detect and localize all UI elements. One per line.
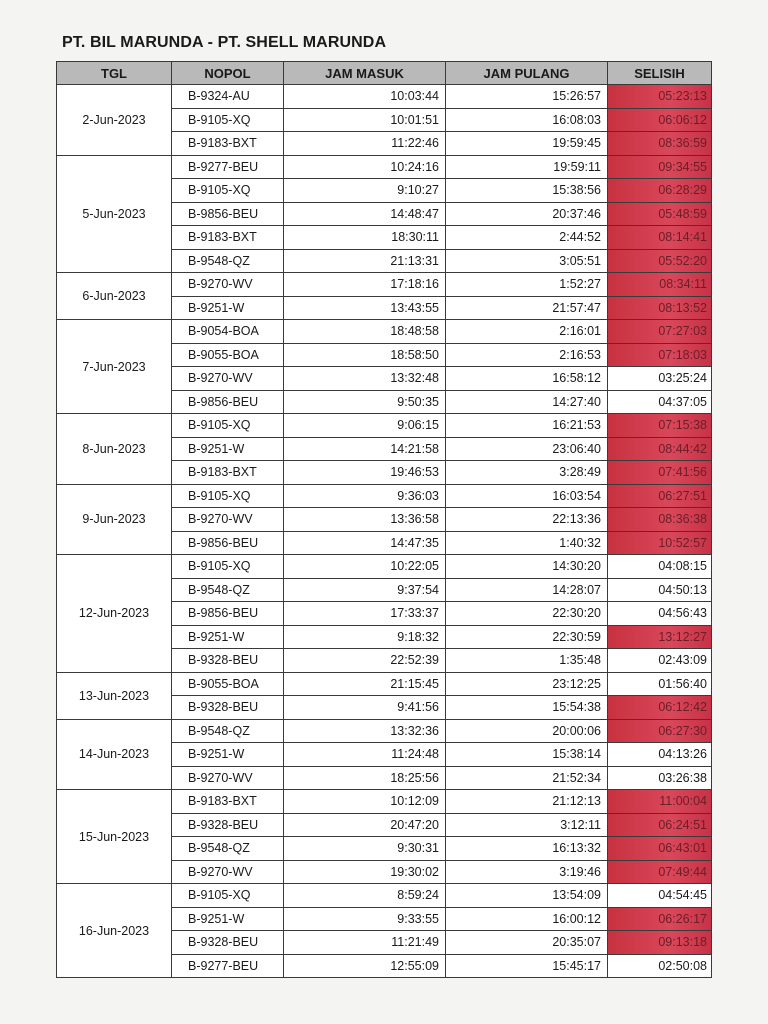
jam-pulang-cell: 22:30:59 — [446, 625, 608, 649]
plate-number-cell: B-9105-XQ — [172, 414, 284, 438]
plate-number-cell: B-9270-WV — [172, 367, 284, 391]
selisih-cell: 06:26:17 — [608, 907, 712, 931]
plate-number-cell: B-9183-BXT — [172, 790, 284, 814]
plate-number-cell: B-9251-W — [172, 625, 284, 649]
plate-number-cell: B-9270-WV — [172, 766, 284, 790]
table-row — [57, 85, 712, 109]
plate-number-cell: B-9328-BEU — [172, 649, 284, 673]
jam-pulang-cell: 15:45:17 — [446, 954, 608, 978]
jam-pulang-cell: 14:30:20 — [446, 555, 608, 579]
jam-pulang-cell: 19:59:45 — [446, 132, 608, 156]
jam-masuk-cell: 11:22:46 — [284, 132, 446, 156]
plate-number-cell: B-9328-BEU — [172, 931, 284, 955]
jam-masuk-cell: 18:58:50 — [284, 343, 446, 367]
selisih-cell: 07:15:38 — [608, 414, 712, 438]
jam-pulang-cell: 23:12:25 — [446, 672, 608, 696]
jam-pulang-cell: 3:05:51 — [446, 249, 608, 273]
selisih-cell: 10:52:57 — [608, 531, 712, 555]
plate-number-cell: B-9251-W — [172, 437, 284, 461]
plate-number-cell: B-9328-BEU — [172, 813, 284, 837]
plate-number-cell: B-9548-QZ — [172, 578, 284, 602]
selisih-cell: 07:27:03 — [608, 320, 712, 344]
selisih-cell: 06:28:29 — [608, 179, 712, 203]
selisih-cell: 08:14:41 — [608, 226, 712, 250]
selisih-cell: 09:13:18 — [608, 931, 712, 955]
jam-pulang-cell: 14:28:07 — [446, 578, 608, 602]
jam-masuk-cell: 10:22:05 — [284, 555, 446, 579]
selisih-cell: 09:34:55 — [608, 155, 712, 179]
selisih-cell: 06:27:30 — [608, 719, 712, 743]
plate-number-cell: B-9270-WV — [172, 860, 284, 884]
plate-number-cell: B-9183-BXT — [172, 461, 284, 485]
selisih-cell: 08:34:11 — [608, 273, 712, 297]
jam-masuk-cell: 9:30:31 — [284, 837, 446, 861]
jam-pulang-cell: 22:13:36 — [446, 508, 608, 532]
selisih-cell: 06:24:51 — [608, 813, 712, 837]
selisih-cell: 07:49:44 — [608, 860, 712, 884]
date-cell: 14-Jun-2023 — [57, 719, 172, 790]
jam-masuk-cell: 9:50:35 — [284, 390, 446, 414]
plate-number-cell: B-9251-W — [172, 296, 284, 320]
jam-masuk-cell: 8:59:24 — [284, 884, 446, 908]
selisih-cell: 05:48:59 — [608, 202, 712, 226]
plate-number-cell: B-9055-BOA — [172, 343, 284, 367]
plate-number-cell: B-9251-W — [172, 907, 284, 931]
jam-pulang-cell: 20:37:46 — [446, 202, 608, 226]
jam-pulang-cell: 2:44:52 — [446, 226, 608, 250]
selisih-cell: 07:41:56 — [608, 461, 712, 485]
table-row — [57, 320, 712, 344]
plate-number-cell: B-9270-WV — [172, 508, 284, 532]
jam-masuk-cell: 18:48:58 — [284, 320, 446, 344]
selisih-cell: 06:27:51 — [608, 484, 712, 508]
jam-pulang-cell: 20:35:07 — [446, 931, 608, 955]
jam-masuk-cell: 19:46:53 — [284, 461, 446, 485]
jam-masuk-cell: 13:32:36 — [284, 719, 446, 743]
jam-pulang-cell: 3:12:11 — [446, 813, 608, 837]
jam-masuk-cell: 18:30:11 — [284, 226, 446, 250]
jam-masuk-cell: 11:21:49 — [284, 931, 446, 955]
jam-pulang-cell: 20:00:06 — [446, 719, 608, 743]
jam-pulang-cell: 3:28:49 — [446, 461, 608, 485]
jam-masuk-cell: 11:24:48 — [284, 743, 446, 767]
jam-pulang-cell: 21:57:47 — [446, 296, 608, 320]
selisih-cell: 08:36:59 — [608, 132, 712, 156]
plate-number-cell: B-9105-XQ — [172, 108, 284, 132]
date-cell: 13-Jun-2023 — [57, 672, 172, 719]
header-jam-pulang: JAM PULANG — [446, 62, 608, 85]
jam-masuk-cell: 21:15:45 — [284, 672, 446, 696]
plate-number-cell: B-9105-XQ — [172, 484, 284, 508]
date-cell: 15-Jun-2023 — [57, 790, 172, 884]
plate-number-cell: B-9055-BOA — [172, 672, 284, 696]
document-title: PT. BIL MARUNDA - PT. SHELL MARUNDA — [62, 34, 387, 51]
jam-pulang-cell: 15:38:14 — [446, 743, 608, 767]
jam-pulang-cell: 22:30:20 — [446, 602, 608, 626]
header-jam-masuk: JAM MASUK — [284, 62, 446, 85]
date-cell: 5-Jun-2023 — [57, 155, 172, 273]
selisih-cell: 06:12:42 — [608, 696, 712, 720]
jam-pulang-cell: 16:08:03 — [446, 108, 608, 132]
plate-number-cell: B-9277-BEU — [172, 954, 284, 978]
date-cell: 12-Jun-2023 — [57, 555, 172, 673]
plate-number-cell: B-9856-BEU — [172, 390, 284, 414]
plate-number-cell: B-9548-QZ — [172, 719, 284, 743]
jam-masuk-cell: 17:18:16 — [284, 273, 446, 297]
selisih-cell: 11:00:04 — [608, 790, 712, 814]
plate-number-cell: B-9105-XQ — [172, 884, 284, 908]
plate-number-cell: B-9251-W — [172, 743, 284, 767]
jam-pulang-cell: 16:13:32 — [446, 837, 608, 861]
jam-masuk-cell: 20:47:20 — [284, 813, 446, 837]
plate-number-cell: B-9054-BOA — [172, 320, 284, 344]
plate-number-cell: B-9856-BEU — [172, 531, 284, 555]
jam-pulang-cell: 15:38:56 — [446, 179, 608, 203]
header-row — [57, 62, 712, 85]
date-cell: 6-Jun-2023 — [57, 273, 172, 320]
selisih-cell: 05:52:20 — [608, 249, 712, 273]
selisih-cell: 04:54:45 — [608, 884, 712, 908]
selisih-cell: 01:56:40 — [608, 672, 712, 696]
date-cell: 8-Jun-2023 — [57, 414, 172, 485]
selisih-cell: 08:13:52 — [608, 296, 712, 320]
jam-masuk-cell: 13:36:58 — [284, 508, 446, 532]
jam-masuk-cell: 9:18:32 — [284, 625, 446, 649]
jam-masuk-cell: 9:06:15 — [284, 414, 446, 438]
selisih-cell: 04:13:26 — [608, 743, 712, 767]
jam-pulang-cell: 2:16:01 — [446, 320, 608, 344]
selisih-cell: 05:23:13 — [608, 85, 712, 109]
jam-masuk-cell: 9:41:56 — [284, 696, 446, 720]
selisih-cell: 04:56:43 — [608, 602, 712, 626]
date-cell: 7-Jun-2023 — [57, 320, 172, 414]
jam-masuk-cell: 10:12:09 — [284, 790, 446, 814]
selisih-cell: 04:08:15 — [608, 555, 712, 579]
jam-pulang-cell: 19:59:11 — [446, 155, 608, 179]
jam-masuk-cell: 10:03:44 — [284, 85, 446, 109]
plate-number-cell: B-9548-QZ — [172, 249, 284, 273]
jam-masuk-cell: 13:43:55 — [284, 296, 446, 320]
jam-pulang-cell: 23:06:40 — [446, 437, 608, 461]
plate-number-cell: B-9328-BEU — [172, 696, 284, 720]
table-row — [57, 790, 712, 814]
selisih-cell: 04:50:13 — [608, 578, 712, 602]
plate-number-cell: B-9105-XQ — [172, 555, 284, 579]
jam-masuk-cell: 13:32:48 — [284, 367, 446, 391]
jam-masuk-cell: 17:33:37 — [284, 602, 446, 626]
plate-number-cell: B-9856-BEU — [172, 202, 284, 226]
jam-pulang-cell: 21:12:13 — [446, 790, 608, 814]
plate-number-cell: B-9277-BEU — [172, 155, 284, 179]
plate-number-cell: B-9270-WV — [172, 273, 284, 297]
date-cell: 16-Jun-2023 — [57, 884, 172, 978]
jam-pulang-cell: 1:52:27 — [446, 273, 608, 297]
table-row — [57, 719, 712, 743]
plate-number-cell: B-9183-BXT — [172, 226, 284, 250]
jam-masuk-cell: 21:13:31 — [284, 249, 446, 273]
jam-masuk-cell: 22:52:39 — [284, 649, 446, 673]
jam-pulang-cell: 1:40:32 — [446, 531, 608, 555]
plate-number-cell: B-9548-QZ — [172, 837, 284, 861]
jam-pulang-cell: 16:58:12 — [446, 367, 608, 391]
plate-number-cell: B-9183-BXT — [172, 132, 284, 156]
jam-pulang-cell: 16:21:53 — [446, 414, 608, 438]
selisih-cell: 02:50:08 — [608, 954, 712, 978]
jam-masuk-cell: 14:21:58 — [284, 437, 446, 461]
attendance-table — [56, 61, 712, 978]
jam-pulang-cell: 14:27:40 — [446, 390, 608, 414]
jam-masuk-cell: 14:47:35 — [284, 531, 446, 555]
selisih-cell: 08:36:38 — [608, 508, 712, 532]
jam-masuk-cell: 19:30:02 — [284, 860, 446, 884]
jam-masuk-cell: 14:48:47 — [284, 202, 446, 226]
table-body — [57, 85, 712, 978]
table-row — [57, 273, 712, 297]
jam-pulang-cell: 2:16:53 — [446, 343, 608, 367]
selisih-cell: 02:43:09 — [608, 649, 712, 673]
header-selisih: SELISIH — [608, 62, 712, 85]
jam-masuk-cell: 12:55:09 — [284, 954, 446, 978]
plate-number-cell: B-9324-AU — [172, 85, 284, 109]
table-row — [57, 414, 712, 438]
jam-masuk-cell: 10:24:16 — [284, 155, 446, 179]
plate-number-cell: B-9856-BEU — [172, 602, 284, 626]
selisih-cell: 04:37:05 — [608, 390, 712, 414]
selisih-cell: 08:44:42 — [608, 437, 712, 461]
header-tgl: TGL — [57, 62, 172, 85]
selisih-cell: 07:18:03 — [608, 343, 712, 367]
jam-masuk-cell: 9:36:03 — [284, 484, 446, 508]
table-row — [57, 884, 712, 908]
table-row — [57, 484, 712, 508]
jam-pulang-cell: 16:00:12 — [446, 907, 608, 931]
date-cell: 2-Jun-2023 — [57, 85, 172, 156]
table-row — [57, 155, 712, 179]
jam-pulang-cell: 13:54:09 — [446, 884, 608, 908]
selisih-cell: 03:25:24 — [608, 367, 712, 391]
date-cell: 9-Jun-2023 — [57, 484, 172, 555]
jam-masuk-cell: 9:10:27 — [284, 179, 446, 203]
jam-pulang-cell: 21:52:34 — [446, 766, 608, 790]
selisih-cell: 06:06:12 — [608, 108, 712, 132]
jam-pulang-cell: 15:54:38 — [446, 696, 608, 720]
jam-masuk-cell: 9:33:55 — [284, 907, 446, 931]
jam-masuk-cell: 10:01:51 — [284, 108, 446, 132]
plate-number-cell: B-9105-XQ — [172, 179, 284, 203]
table-row — [57, 555, 712, 579]
jam-pulang-cell: 3:19:46 — [446, 860, 608, 884]
jam-pulang-cell: 15:26:57 — [446, 85, 608, 109]
selisih-cell: 03:26:38 — [608, 766, 712, 790]
table-row — [57, 672, 712, 696]
selisih-cell: 06:43:01 — [608, 837, 712, 861]
jam-pulang-cell: 1:35:48 — [446, 649, 608, 673]
selisih-cell: 13:12:27 — [608, 625, 712, 649]
jam-masuk-cell: 9:37:54 — [284, 578, 446, 602]
jam-masuk-cell: 18:25:56 — [284, 766, 446, 790]
header-nopol: NOPOL — [172, 62, 284, 85]
jam-pulang-cell: 16:03:54 — [446, 484, 608, 508]
